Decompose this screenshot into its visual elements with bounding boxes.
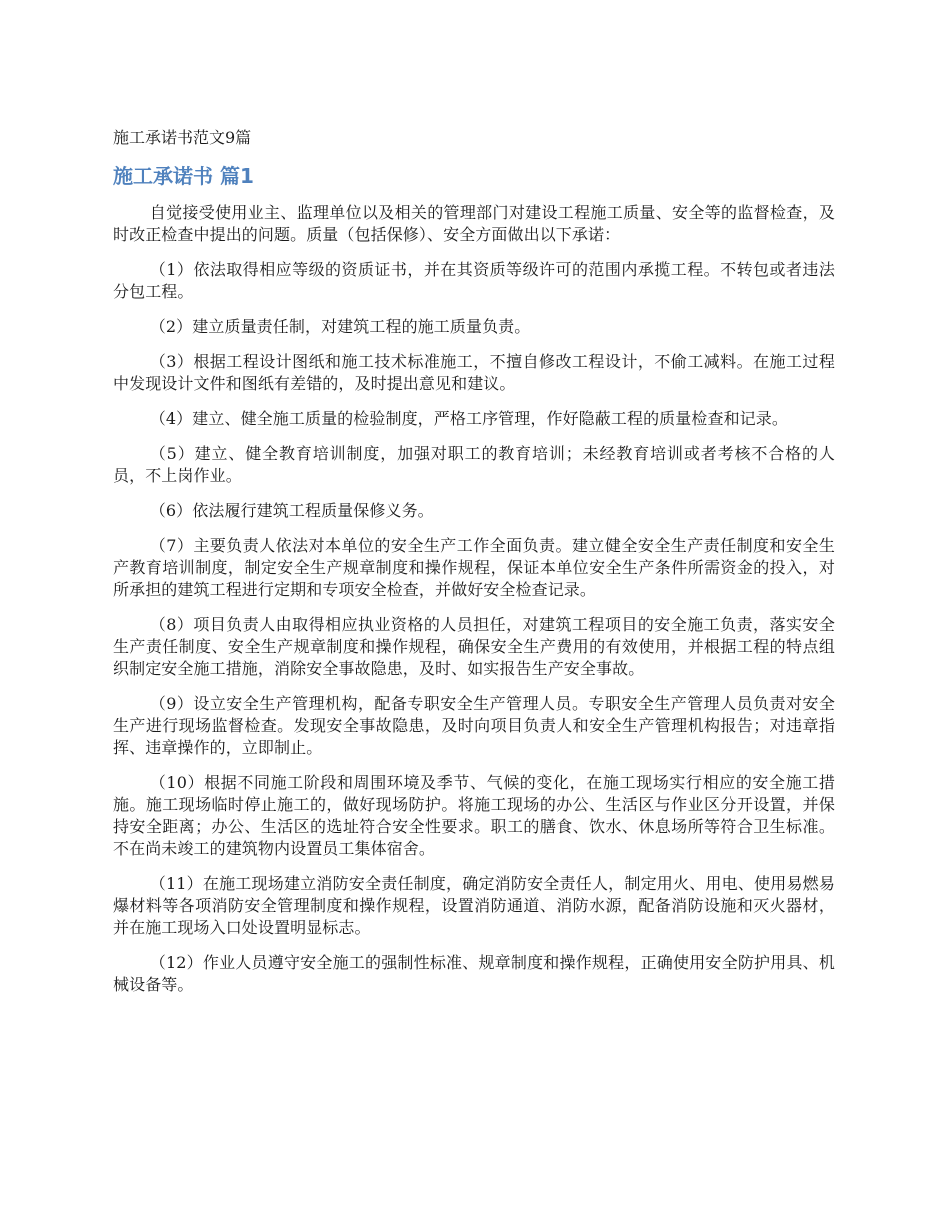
commitment-item-9: （9）设立安全生产管理机构，配备专职安全生产管理人员。专职安全生产管理人员负责对安全生产进行现场监督检查。发现安全事故隐患，及时向项目负责人和安全生产管理机构报告；对违章指挥、违章操作的，立即制止。	[113, 694, 835, 757]
commitment-item-6: （6）依法履行建筑工程质量保修义务。	[149, 501, 434, 520]
commitment-item-4: （4）建立、健全施工质量的检验制度，严格工序管理，作好隐蔽工程的质量检查和记录。	[149, 409, 788, 428]
section-heading: 施工承诺书 篇1	[113, 164, 254, 188]
commitment-item-8: （8）项目负责人由取得相应执业资格的人员担任，对建筑工程项目的安全施工负责，落实安全生产责任制度、安全生产规章制度和操作规程，确保安全生产费用的有效使用，并根据工程的特点组织制定安全施工措施，消除安全事故隐患，及时、如实报告生产安全事故。	[113, 615, 835, 678]
document-title: 施工承诺书范文9篇	[113, 128, 252, 147]
document-page	[113, 126, 835, 1009]
commitment-item-5: （5）建立、健全教育培训制度，加强对职工的教育培训；未经教育培训或者考核不合格的人员，不上岗作业。	[113, 444, 835, 485]
commitment-item-12: （12）作业人员遵守安全施工的强制性标准、规章制度和操作规程，正确使用安全防护用具、机械设备等。	[113, 953, 835, 994]
commitment-item-10: （10）根据不同施工阶段和周围环境及季节、气候的变化，在施工现场实行相应的安全施工措施。施工现场临时停止施工的，做好现场防护。将施工现场的办公、生活区与作业区分开设置，并保持安全距离；办公、生活区的选址符合安全性要求。职工的膳食、饮水、休息场所等符合卫生标准。不在尚未竣工的建筑物内设置员工集体宿舍。	[113, 773, 835, 858]
commitment-item-7: （7）主要负责人依法对本单位的安全生产工作全面负责。建立健全安全生产责任制度和安全生产教育培训制度，制定安全生产规章制度和操作规程，保证本单位安全生产条件所需资金的投入，对所承担的建筑工程进行定期和专项安全检查，并做好安全检查记录。	[113, 536, 835, 599]
intro-paragraph: 自觉接受使用业主、监理单位以及相关的管理部门对建设工程施工质量、安全等的监督检查，及时改正检查中提出的问题。质量（包括保修）、安全方面做出以下承诺：	[113, 203, 835, 244]
commitment-item-1: （1）依法取得相应等级的资质证书，并在其资质等级许可的范围内承揽工程。不转包或者违法分包工程。	[113, 260, 835, 301]
commitment-item-2: （2）建立质量责任制，对建筑工程的施工质量负责。	[149, 317, 531, 336]
commitment-item-3: （3）根据工程设计图纸和施工技术标准施工，不擅自修改工程设计，不偷工减料。在施工过程中发现设计文件和图纸有差错的，及时提出意见和建议。	[113, 352, 835, 393]
commitment-item-11: （11）在施工现场建立消防安全责任制度，确定消防安全责任人，制定用火、用电、使用易燃易爆材料等各项消防安全管理制度和操作规程，设置消防通道、消防水源，配备消防设施和灭火器材，并在施工现场入口处设置明显标志。	[113, 874, 835, 937]
